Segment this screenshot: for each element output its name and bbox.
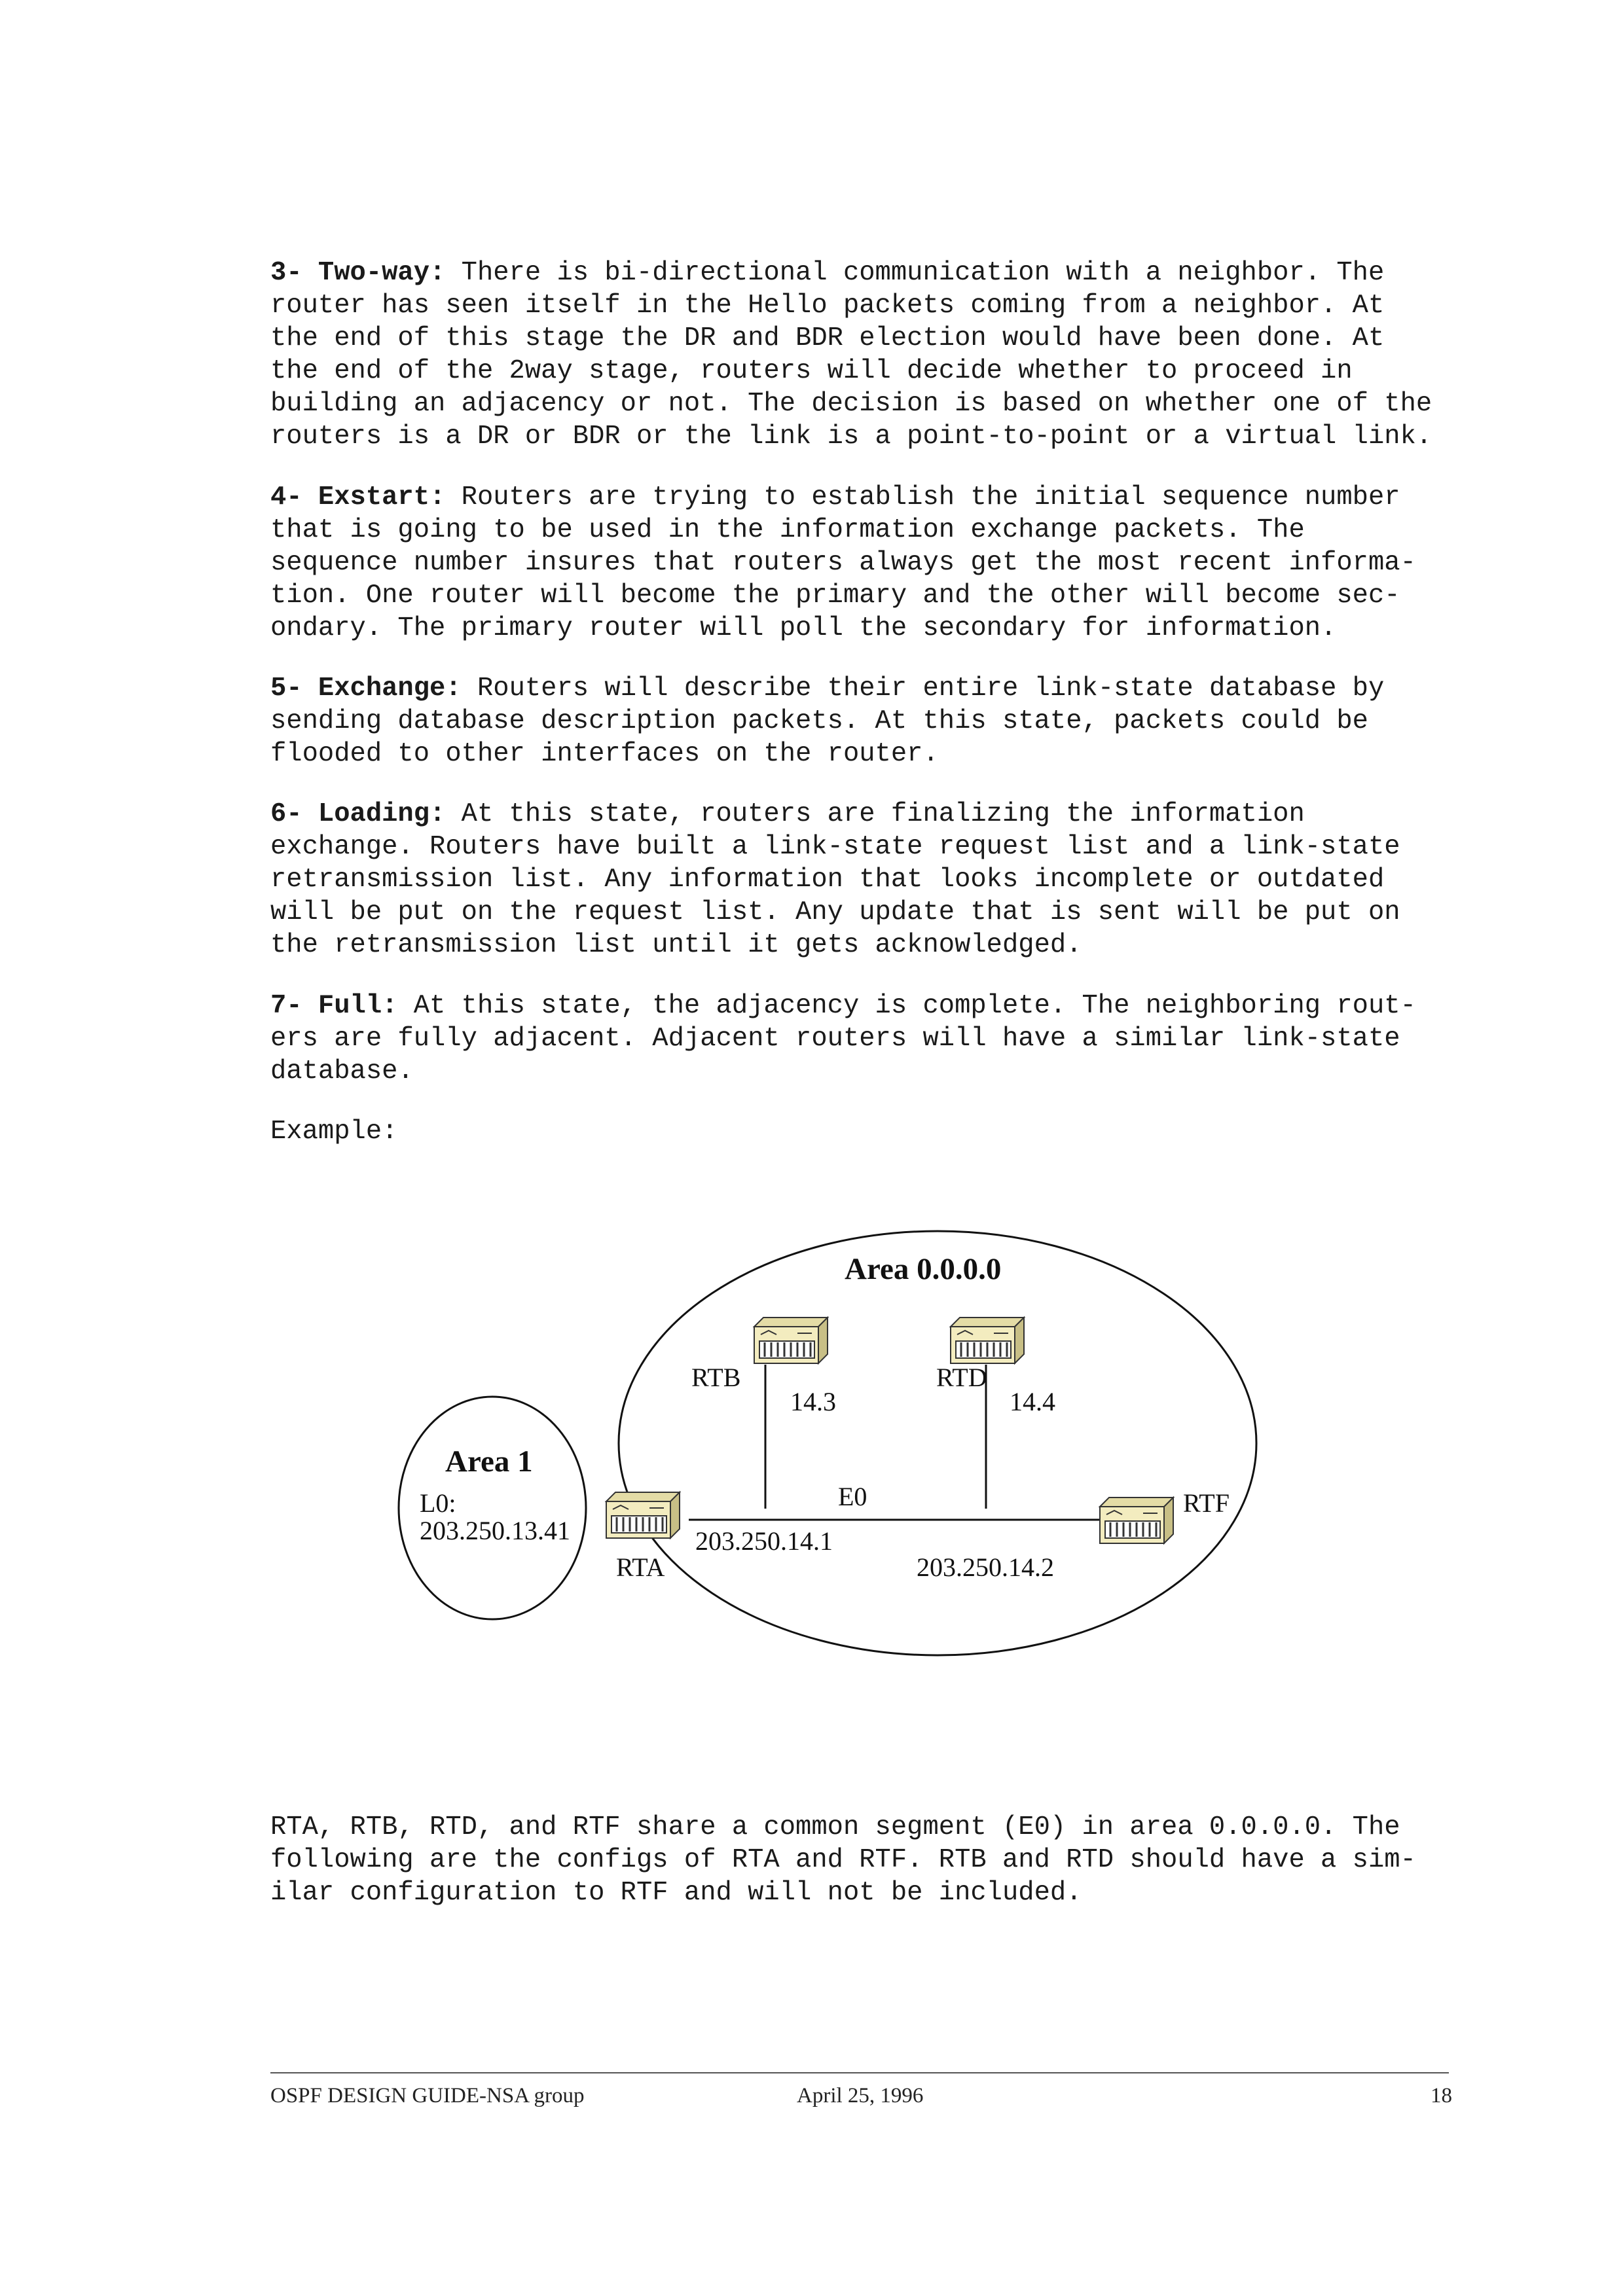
state-label: 6- Loading: (270, 799, 446, 829)
rta-ip: 203.250.14.1 (695, 1526, 833, 1556)
paragraph-line: ondary. The primary router will poll the secondary for information. (270, 613, 1337, 643)
rtf-router-icon (1100, 1498, 1173, 1543)
example-text: Example: (270, 1117, 398, 1147)
state-label: 3- Two-way: (270, 258, 446, 288)
rtf-ip: 203.250.14.2 (917, 1552, 1054, 1582)
paragraph-line: router has seen itself in the Hello packets coming from a neighbor. At (270, 291, 1385, 321)
paragraph-line: retransmission list. Any information that looks incomplete or outdated (270, 865, 1385, 895)
paragraph-text: At this state, routers are finalizing the information (445, 799, 1305, 829)
paragraph-text: There is bi-directional communication with a neighbor. The (445, 258, 1385, 288)
paragraph-line: building an adjacency or not. The decision is based on whether one of the (270, 389, 1432, 419)
paragraph-line: tion. One router will become the primary and the other will become sec- (270, 581, 1400, 611)
paragraph-line: the end of this stage the DR and BDR election would have been done. At (270, 323, 1385, 353)
state-label: 5- Exchange: (270, 673, 462, 704)
rta-label: RTA (616, 1552, 665, 1582)
paragraph-line: exchange. Routers have built a link-state request list and a link-state (270, 832, 1400, 862)
footer-title: OSPF DESIGN GUIDE-NSA group (270, 2084, 585, 2108)
loopback-label: L0: (420, 1488, 456, 1518)
rtf-label: RTF (1183, 1488, 1230, 1518)
paragraph-text: At this state, the adjacency is complete. The neighboring rout- (397, 991, 1416, 1021)
area-0-boundary (619, 1231, 1256, 1655)
paragraph-line: that is going to be used in the information exchange packets. The (270, 515, 1305, 545)
paragraph-line: the end of the 2way stage, routers will decide whether to proceed in (270, 356, 1353, 386)
closing-paragraph (270, 1811, 1462, 1909)
state-label: 7- Full: (270, 991, 398, 1021)
paragraph-line: sending database description packets. At this state, packets could be (270, 706, 1368, 736)
paragraph-line: the retransmission list until it gets acknowledged. (270, 930, 1082, 960)
state-label: 4- Exstart: (270, 482, 446, 512)
paragraph-line: flooded to other interfaces on the router. (270, 739, 939, 769)
rta-router-icon (606, 1492, 680, 1538)
footer-divider (270, 2072, 1449, 2073)
rtb-router-icon (754, 1318, 828, 1363)
rtb-address: 14.3 (790, 1387, 836, 1416)
paragraph-text: Routers are trying to establish the initial sequence number (445, 482, 1400, 512)
footer-date: April 25, 1996 (797, 2084, 924, 2108)
rtb-label: RTB (691, 1363, 741, 1392)
rtd-router-icon (951, 1318, 1024, 1363)
paragraph-line: RTA, RTB, RTD, and RTF share a common segment (E0) in area 0.0.0.0. The (270, 1812, 1400, 1842)
paragraph-text: Routers will describe their entire link-state database by (461, 673, 1385, 704)
paragraph-line: will be put on the request list. Any update that is sent will be put on (270, 897, 1400, 927)
rtd-label: RTD (936, 1363, 987, 1392)
paragraph-line: following are the configs of RTA and RTF. RTB and RTD should have a sim- (270, 1845, 1416, 1875)
e0-label: E0 (838, 1482, 867, 1511)
rtd-address: 14.4 (1010, 1387, 1055, 1416)
area-0-title: Area 0.0.0.0 (845, 1252, 1002, 1286)
paragraph-line: sequence number insures that routers always get the most recent informa- (270, 548, 1416, 578)
paragraph-line: database. (270, 1056, 414, 1086)
loopback-ip: 203.250.13.41 (420, 1516, 570, 1545)
area-1-title: Area 1 (445, 1444, 533, 1479)
page-number: 18 (1431, 2084, 1452, 2108)
paragraph-line: ers are fully adjacent. Adjacent routers will have a similar link-state (270, 1024, 1400, 1054)
paragraph-line: ilar configuration to RTF and will not be included. (270, 1878, 1082, 1908)
paragraph-line: routers is a DR or BDR or the link is a point-to-point or a virtual link. (270, 422, 1432, 452)
